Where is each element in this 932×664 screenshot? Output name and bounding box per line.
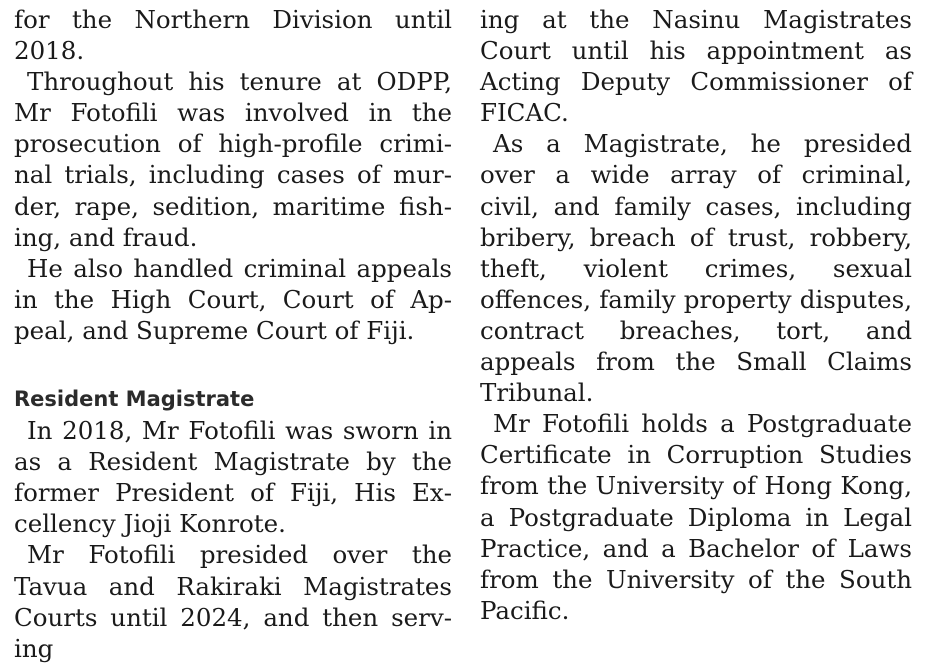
left-column: [14, 4, 452, 664]
paragraph-presided: Mr Fotofili presided over the Tavua and Rakiraki Magistrates Courts until 2024, and then serving: [14, 540, 452, 663]
paragraph-continued: for the Northern Division until 2018.: [14, 5, 452, 66]
paragraph-magistrate-cases: As a Magistrate, he presided over a wide array of criminal, civil, and family cases, including bribery, breach of trust, robbery, theft, violent crimes, sexual offences, family property disputes, contract breaches, tort, and appeals from the Small Claims Tribunal.: [480, 129, 912, 408]
paragraph-nasinu: ing at the Nasinu Magistrates Court until his appointment as Acting Deputy Commissioner of FICAC.: [480, 5, 912, 128]
right-column: [480, 4, 912, 626]
paragraph-qualifications: Mr Fotofili holds a Postgraduate Certificate in Corruption Studies from the University of Hong Kong, a Postgraduate Diploma in Legal Practice, and a Bachelor of Laws from the University of the South Pacific.: [480, 409, 912, 625]
paragraph-sworn-in: In 2018, Mr Fotofili was sworn in as a Resident Magistrate by the former President of Fiji, His Excellency Jioji Konrote.: [14, 416, 452, 539]
section-heading: Resident Magistrate: [14, 387, 255, 412]
paragraph-criminal-appeals: He also handled criminal appeals in the High Court, Court of Appeal, and Supreme Court of Fiji.: [14, 253, 452, 345]
paragraph-odpp-tenure: Throughout his tenure at ODPP, Mr Fotofili was involved in the prosecution of high-profile criminal trials, including cases of murder, rape, sedition, maritime fishing, and fraud.: [14, 67, 452, 252]
